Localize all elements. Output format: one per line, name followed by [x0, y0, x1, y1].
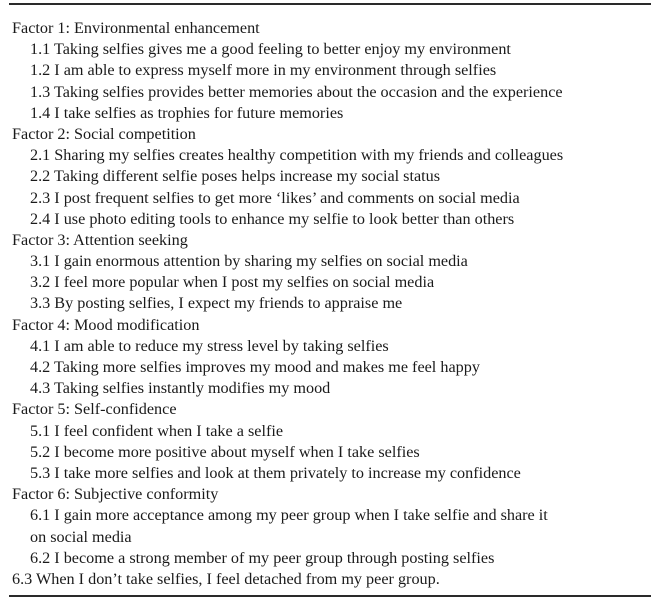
item-1-2: 1.2 I am able to express myself more in my environment through selfies: [30, 61, 497, 80]
factor-3-heading: Factor 3: Attention seeking: [12, 230, 188, 249]
item-5-3: 5.3 I take more selfies and look at them privately to increase my confidence: [30, 463, 521, 482]
item-4-1: 4.1 I am able to reduce my stress level by taking selfies: [30, 336, 389, 355]
item-2-4: 2.4 I use photo editing tools to enhance my selfie to look better than others: [30, 209, 515, 228]
item-4-3: 4.3 Taking selfies instantly modifies my mood: [30, 379, 331, 398]
selfie-factors-table: [9, 3, 651, 597]
factor-1-heading: Factor 1: Environmental enhancement: [12, 19, 260, 37]
item-1-3: 1.3 Taking selfies provides better memories about the occasion and the experience: [30, 82, 563, 101]
factor-6-heading: Factor 6: Subjective conformity: [12, 485, 219, 504]
item-1-1: 1.1 Taking selfies gives me a good feeling to better enjoy my environment: [30, 40, 511, 59]
factor-2-heading: Factor 2: Social competition: [12, 124, 196, 143]
item-6-3: 6.3 When I don’t take selfies, I feel detached from my peer group.: [12, 569, 440, 588]
item-5-2: 5.2 I become more positive about myself when I take selfies: [30, 442, 420, 461]
item-2-1: 2.1 Sharing my selfies creates healthy competition with my friends and colleagues: [30, 146, 564, 165]
item-3-1: 3.1 I gain enormous attention by sharing my selfies on social media: [30, 252, 468, 271]
item-1-4: 1.4 I take selfies as trophies for future memories: [30, 103, 344, 122]
item-4-2: 4.2 Taking more selfies improves my mood and makes me feel happy: [30, 358, 480, 376]
item-2-2: 2.2 Taking different selfie poses helps increase my social status: [30, 167, 441, 186]
item-2-3: 2.3 I post frequent selfies to get more ‘likes’ and comments on social media: [30, 188, 520, 207]
item-6-2: 6.2 I become a strong member of my peer group through posting selfies: [30, 548, 495, 567]
item-3-2: 3.2 I feel more popular when I post my selfies on social media: [30, 273, 435, 292]
item-5-1: 5.1 I feel confident when I take a selfie: [30, 421, 284, 440]
item-3-3: 3.3 By posting selfies, I expect my friends to appraise me: [30, 294, 403, 313]
item-6-1: 6.1 I gain more acceptance among my peer group when I take selfie and share it: [30, 506, 548, 525]
factor-4-heading: Factor 4: Mood modification: [12, 315, 200, 334]
factor-5-heading: Factor 5: Self-confidence: [12, 400, 177, 419]
item-6-1-continued: on social media: [30, 527, 132, 546]
